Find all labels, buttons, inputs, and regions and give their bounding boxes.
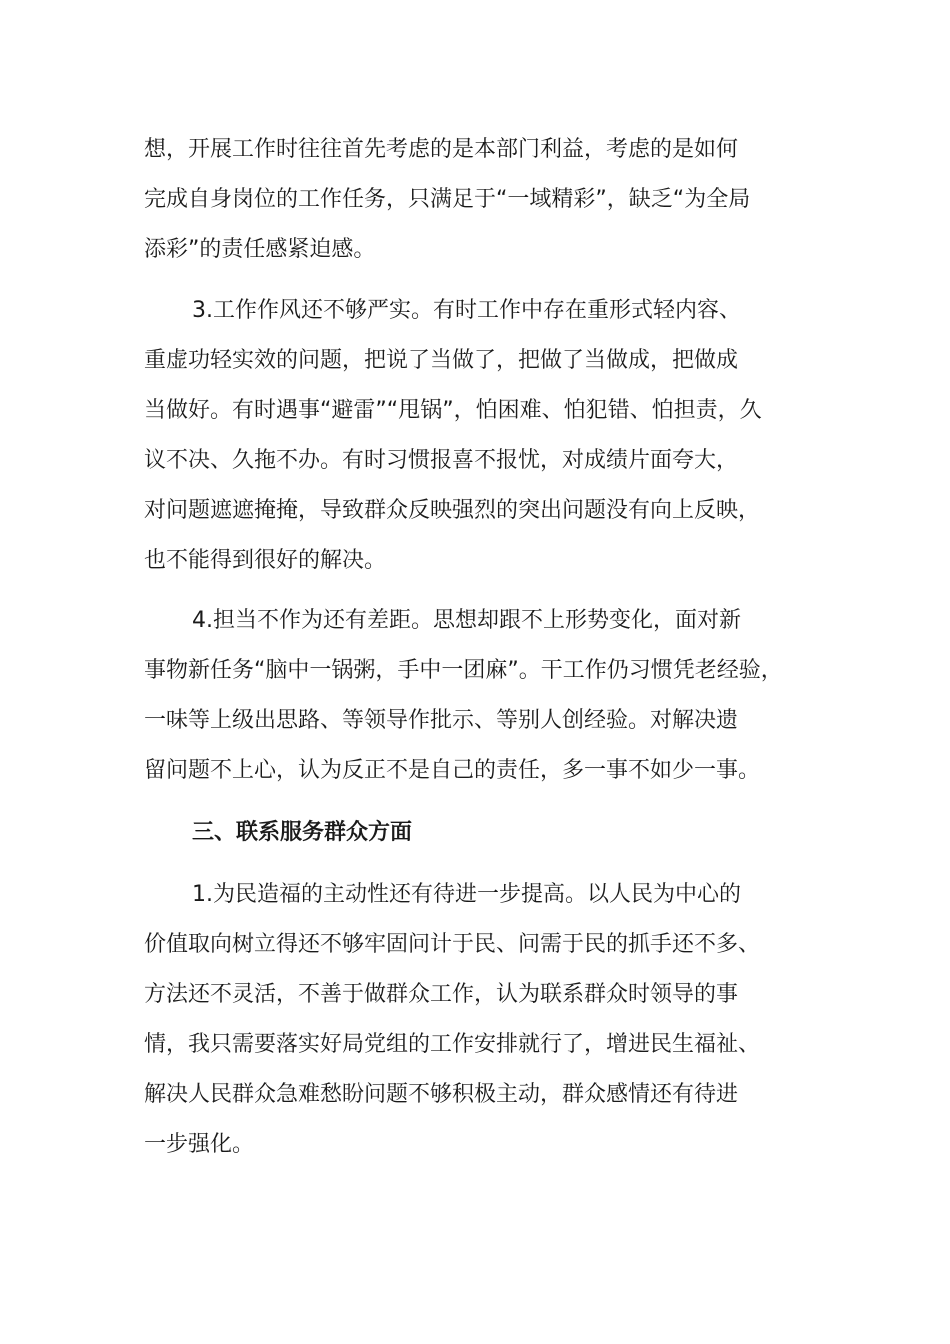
text-line: 解决人民群众急难愁盼问题不够积极主动，群众感情还有待进 [144,1082,739,1107]
text-line: 一步强化。 [144,1132,255,1157]
text-line: 留问题不上心，认为反正不是自己的责任，多一事不如少一事。 [144,758,761,783]
paragraph-4-start: 4.担当不作为还有差距。思想却跟不上形势变化，面对新 [192,608,741,633]
text-line: 也不能得到很好的解决。 [144,548,387,573]
text-line: 一味等上级出思路、等领导作批示、等别人创经验。对解决遗 [144,708,739,733]
text-line: 议不决、久拖不办。有时习惯报喜不报忧，对成绩片面夸大， [144,448,739,473]
paragraph-1-start: 1.为民造福的主动性还有待进一步提高。以人民为中心的 [192,882,741,907]
paragraph-3-start: 3.工作作风还不够严实。有时工作中存在重形式轻内容、 [192,298,741,323]
text-line: 完成自身岗位的工作任务，只满足于“一域精彩”，缺乏“为全局 [144,187,751,212]
text-line: 价值取向树立得还不够牢固问计于民、问需于民的抓手还不多、 [144,932,761,957]
text-line: 当做好。有时遇事“避雷”“甩锅”，怕困难、怕犯错、怕担责，久 [144,398,762,423]
text-line: 对问题遮遮掩掩，导致群众反映强烈的突出问题没有向上反映， [144,498,761,523]
text-line: 想，开展工作时往往首先考虑的是本部门利益，考虑的是如何 [144,137,739,162]
text-line: 情，我只需要落实好局党组的工作安排就行了，增进民生福祉、 [144,1032,761,1057]
text-line: 方法还不灵活，不善于做群众工作，认为联系群众时领导的事 [144,982,739,1007]
text-line: 事物新任务“脑中一锅粥，手中一团麻”。干工作仍习惯凭老经验， [144,658,783,683]
text-line: 重虚功轻实效的问题，把说了当做了，把做了当做成，把做成 [144,348,739,373]
section-heading: 三、联系服务群众方面 [192,820,413,845]
text-line: 添彩”的责任感紧迫感。 [144,237,376,262]
